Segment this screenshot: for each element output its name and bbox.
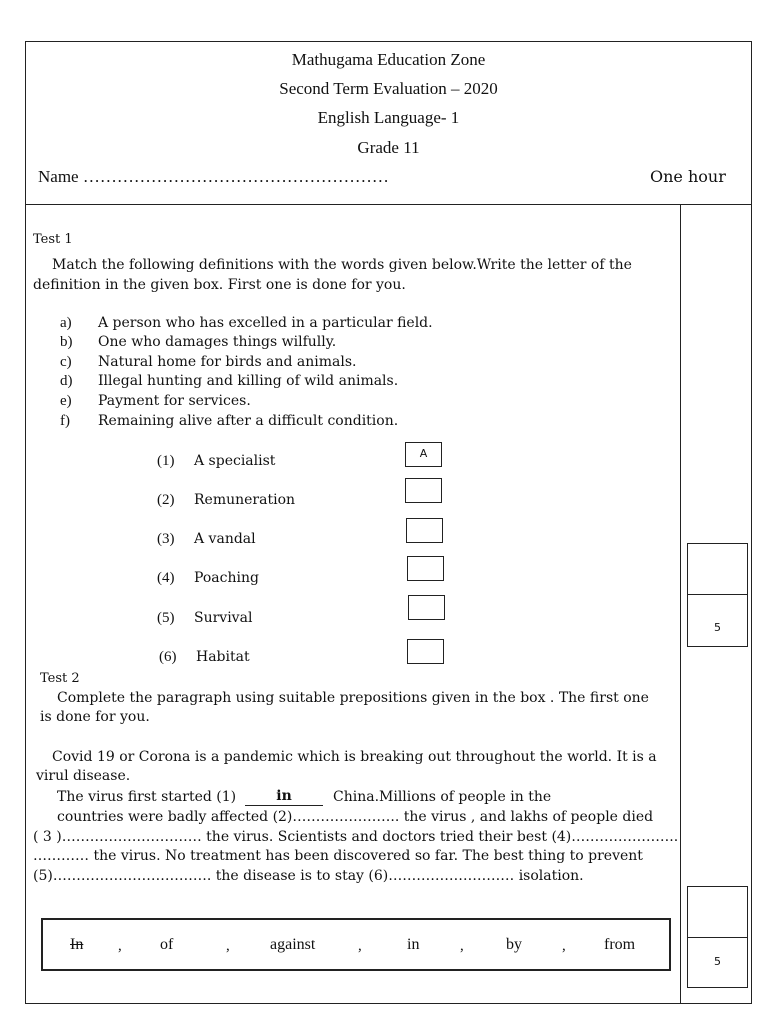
preposition: by bbox=[506, 936, 522, 953]
name-field[interactable]: Name ……………………………………………… bbox=[38, 167, 389, 186]
word-number: (1) bbox=[157, 453, 175, 469]
test2-title: Test 2 bbox=[40, 671, 80, 686]
word-number: (6) bbox=[159, 649, 177, 665]
paragraph-line: The virus first started (1) bbox=[57, 789, 237, 805]
paragraph-line: countries were badly affected (2)………………….. the virus , and lakhs of people died bbox=[57, 809, 654, 825]
marks-column-divider bbox=[680, 204, 681, 1004]
definition-text: A person who has excelled in a particular field. bbox=[98, 315, 433, 331]
preposition: against bbox=[270, 936, 316, 953]
definition-text: Illegal hunting and killing of wild animals. bbox=[98, 373, 399, 389]
header-divider bbox=[25, 204, 752, 205]
test2-marks-total: 5 bbox=[714, 955, 721, 968]
word-number: (2) bbox=[157, 492, 175, 508]
definition-letter: f) bbox=[60, 413, 70, 429]
paragraph-line: (5)……………………………. the disease is to stay (6)……………………… isolation. bbox=[33, 868, 584, 884]
definition-text: Remaining alive after a difficult condition. bbox=[98, 413, 399, 429]
zone-title: Mathugama Education Zone bbox=[291, 50, 486, 69]
separator: , bbox=[358, 938, 362, 954]
separator: , bbox=[118, 938, 122, 954]
definition-text: One who damages things wilfully. bbox=[98, 334, 337, 350]
word-number: (3) bbox=[157, 531, 175, 547]
subject-title: English Language- 1 bbox=[317, 108, 460, 127]
test2-marks-obtained-box[interactable] bbox=[687, 886, 748, 938]
definition-letter: a) bbox=[60, 315, 72, 331]
answer-box[interactable] bbox=[407, 556, 444, 581]
answer-box[interactable] bbox=[408, 595, 445, 620]
definition-letter: b) bbox=[60, 334, 73, 350]
paragraph-line: China.Millions of people in the bbox=[333, 789, 552, 805]
paragraph-line: ( 3 )………………………… the virus. Scientists and doctors tried their best (4)………………….. bbox=[33, 829, 679, 845]
answer-box[interactable] bbox=[405, 478, 442, 503]
test1-marks-obtained-box[interactable] bbox=[687, 543, 748, 595]
test2-instruction-line2: is done for you. bbox=[40, 709, 150, 725]
separator: , bbox=[562, 938, 566, 954]
term-title: Second Term Evaluation – 2020 bbox=[279, 79, 498, 98]
definition-text: Payment for services. bbox=[98, 393, 251, 409]
grade-title: Grade 11 bbox=[357, 138, 420, 157]
answer-box[interactable]: A bbox=[405, 442, 442, 467]
definition-text: Natural home for birds and animals. bbox=[98, 354, 357, 370]
test1-instruction-line1: Match the following definitions with the words given below.Write the letter of the bbox=[52, 257, 632, 273]
word-label: Poaching bbox=[194, 570, 259, 586]
test1-marks-total: 5 bbox=[714, 621, 721, 634]
word-label: Remuneration bbox=[194, 492, 296, 508]
preposition-used: In bbox=[70, 936, 84, 953]
preposition: from bbox=[604, 936, 636, 953]
answer-box[interactable] bbox=[407, 639, 444, 664]
preposition: of bbox=[160, 936, 174, 953]
preposition-box bbox=[41, 918, 671, 971]
word-number: (5) bbox=[157, 610, 175, 626]
word-label: A vandal bbox=[194, 531, 256, 547]
separator: , bbox=[226, 938, 230, 954]
duration-label: One hour bbox=[650, 167, 726, 186]
paragraph-line: Covid 19 or Corona is a pandemic which is breaking out throughout the world. It is a bbox=[52, 749, 657, 765]
definition-letter: e) bbox=[60, 393, 72, 409]
definition-letter: d) bbox=[60, 373, 73, 389]
test1-instruction-line2: definition in the given box. First one is done for you. bbox=[33, 277, 406, 293]
answer-box[interactable] bbox=[406, 518, 443, 543]
test2-instruction-line1: Complete the paragraph using suitable prepositions given in the box . The first one bbox=[57, 690, 649, 706]
paragraph-line: virul disease. bbox=[36, 768, 131, 784]
test1-title: Test 1 bbox=[33, 232, 73, 247]
sample-answer-blank: in bbox=[245, 788, 323, 806]
word-number: (4) bbox=[157, 570, 175, 586]
word-label: Habitat bbox=[196, 649, 250, 665]
paragraph-line: ………… the virus. No treatment has been discovered so far. The best thing to prevent bbox=[33, 848, 643, 864]
word-label: A specialist bbox=[194, 453, 276, 469]
word-label: Survival bbox=[194, 610, 253, 626]
definition-letter: c) bbox=[60, 354, 72, 370]
preposition: in bbox=[407, 936, 420, 953]
separator: , bbox=[460, 938, 464, 954]
